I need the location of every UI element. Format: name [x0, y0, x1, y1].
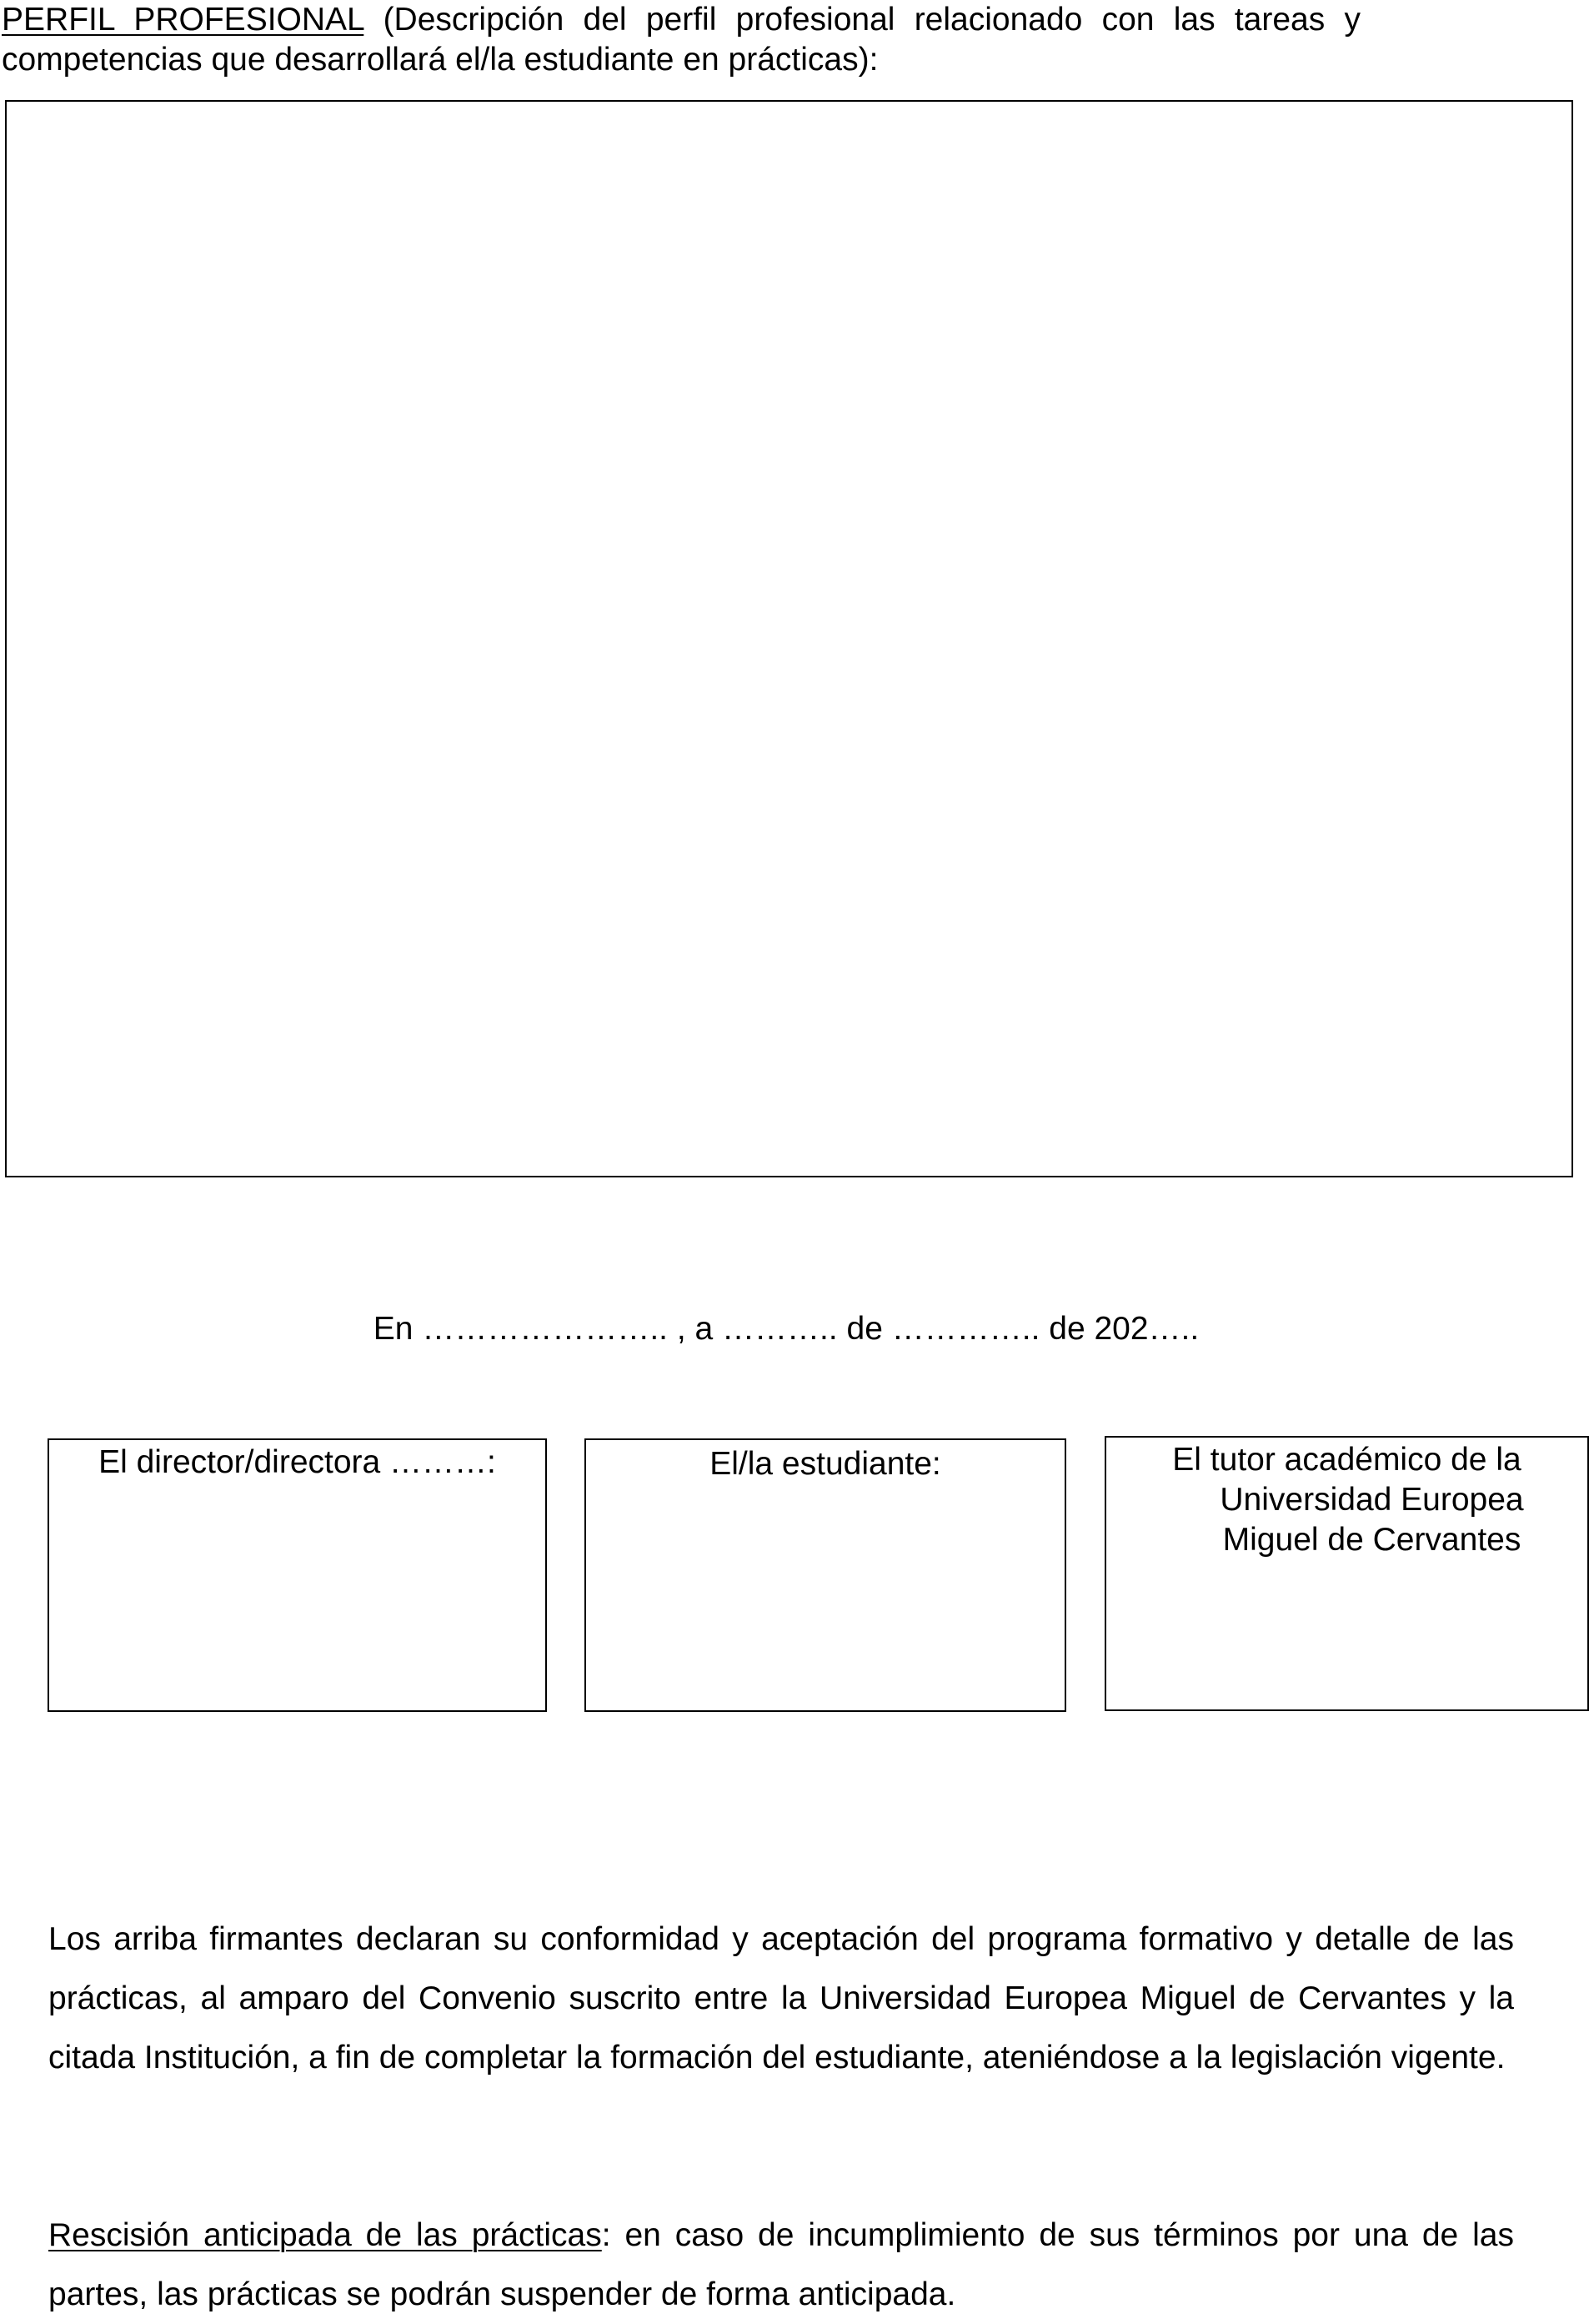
date-line-text: En ………………….. , a ……….. de ………….. de 202…..: [373, 1311, 1200, 1347]
tutor-signature-label-line1: El tutor académico de la: [1172, 1442, 1521, 1478]
perfil-profesional-box[interactable]: [5, 100, 1573, 1177]
tutor-signature-label-line3: Miguel de Cervantes: [1222, 1522, 1521, 1558]
tutor-signature-box[interactable]: [1105, 1436, 1589, 1711]
director-signature-box[interactable]: [48, 1438, 547, 1712]
student-signature-box[interactable]: [584, 1438, 1066, 1712]
student-signature-label: El/la estudiante:: [709, 1446, 941, 1482]
rescission-text: : en caso de incumplimiento de sus términos por una de las partes, las prácticas se podrán suspender de forma anticipada.: [48, 2217, 1514, 2312]
rescission-title: Rescisión anticipada de las prácticas: [48, 2217, 602, 2253]
perfil-profesional-heading: [2, 0, 1361, 80]
perfil-profesional-description: (Descripción del perfil profesional relacionado con las tareas y competencias que desarrollará el/la estudiante en prácticas):: [2, 2, 1361, 78]
date-line: [0, 1309, 1589, 1349]
rescission-paragraph: [48, 2206, 1514, 2324]
director-signature-label: El director/directora ………:: [98, 1444, 496, 1480]
perfil-profesional-title: PERFIL PROFESIONAL: [2, 2, 364, 38]
tutor-signature-label-line2: Universidad Europea: [1220, 1482, 1524, 1518]
declaration-paragraph: Los arriba firmantes declaran su conformidad y aceptación del programa formativo y detalle de las prácticas, al amparo del Convenio suscrito entre la Universidad Europea Miguel de Cervantes y la citada Institución, a fin de completar la formación del estudiante, ateniéndose a la legislación vigente.: [48, 1921, 1514, 2076]
